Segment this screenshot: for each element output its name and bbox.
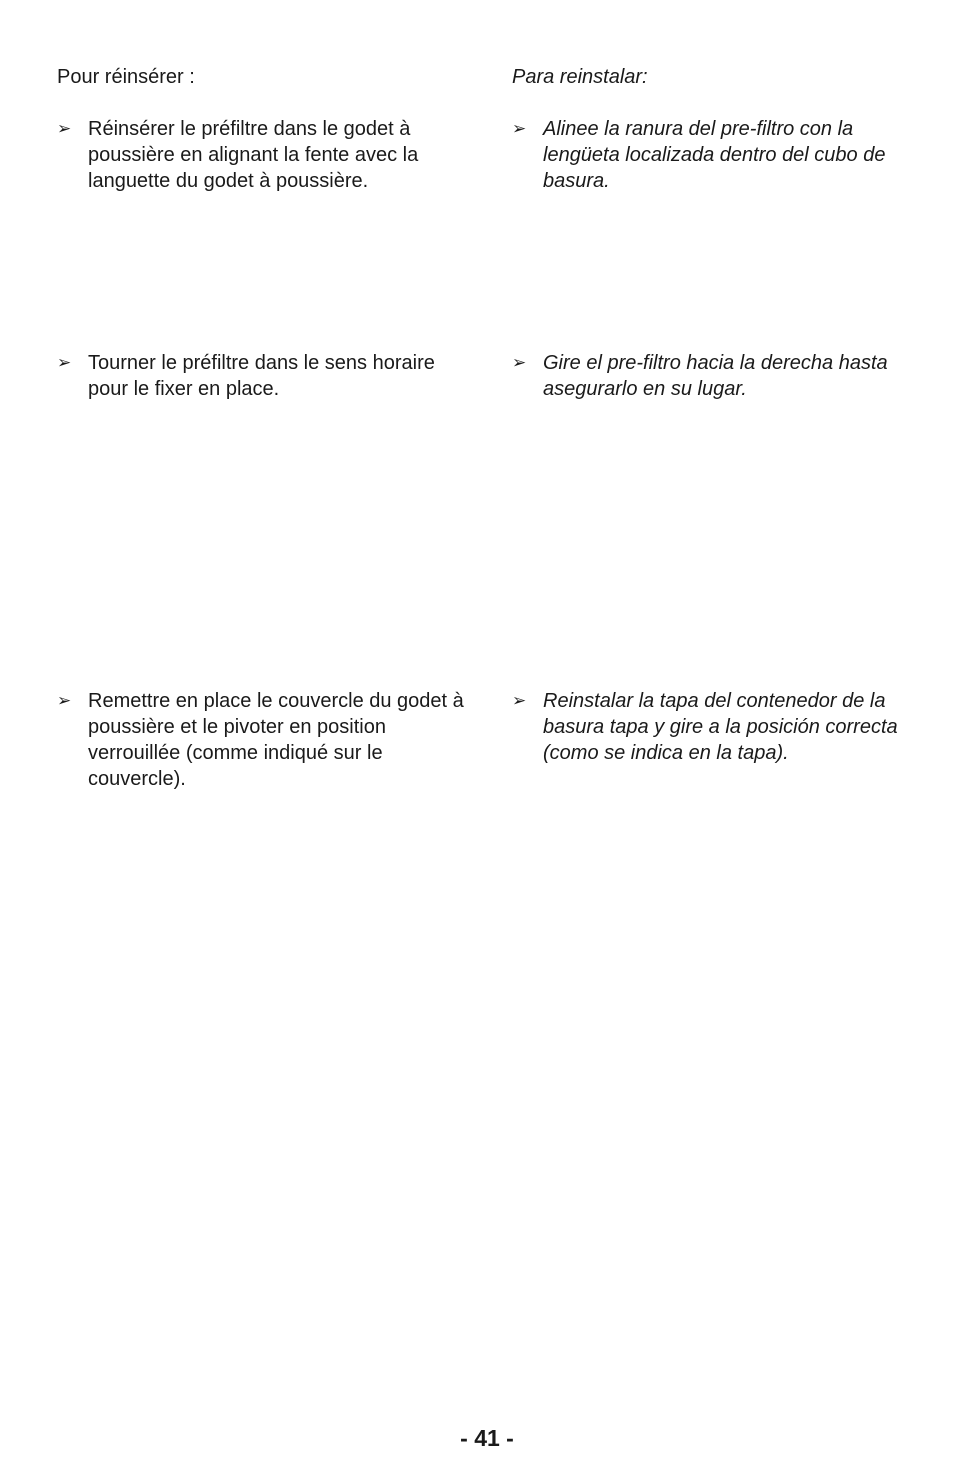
spanish-step-2 xyxy=(512,350,922,402)
french-step-3-text: Remettre en place le couvercle du godet à poussière et le pivoter en position verrouillée (comme indiqué sur le couvercle). xyxy=(88,690,464,790)
spanish-step-3-text: Reinstalar la tapa del contenedor de la basura tapa y gire a la posición correcta (como se indica en la tapa). xyxy=(543,690,898,764)
spanish-step-2-text: Gire el pre-filtro hacia la derecha hasta asegurarlo en su lugar. xyxy=(543,352,888,400)
arrow-bullet-icon: ➢ xyxy=(512,119,527,139)
french-step-2 xyxy=(57,350,467,402)
arrow-bullet-icon: ➢ xyxy=(57,691,72,711)
french-step-2-text: Tourner le préfiltre dans le sens horaire pour le fixer en place. xyxy=(88,352,435,400)
spanish-step-1 xyxy=(512,116,922,194)
arrow-bullet-icon: ➢ xyxy=(57,353,72,373)
arrow-bullet-icon: ➢ xyxy=(512,691,527,711)
french-heading: Pour réinsérer : xyxy=(57,66,195,88)
spanish-heading: Para reinstalar: xyxy=(512,66,648,88)
french-step-1-text: Réinsérer le préfiltre dans le godet à poussière en alignant la fente avec la languette du godet à poussière. xyxy=(88,118,419,192)
arrow-bullet-icon: ➢ xyxy=(512,353,527,373)
spanish-step-1-text: Alinee la ranura del pre-filtro con la lengüeta localizada dentro del cubo de basura. xyxy=(543,118,886,192)
arrow-bullet-icon: ➢ xyxy=(57,119,72,139)
spanish-step-3 xyxy=(512,688,922,766)
french-step-1 xyxy=(57,116,467,194)
french-step-3 xyxy=(57,688,467,792)
page-number: - 41 - xyxy=(460,1425,514,1451)
